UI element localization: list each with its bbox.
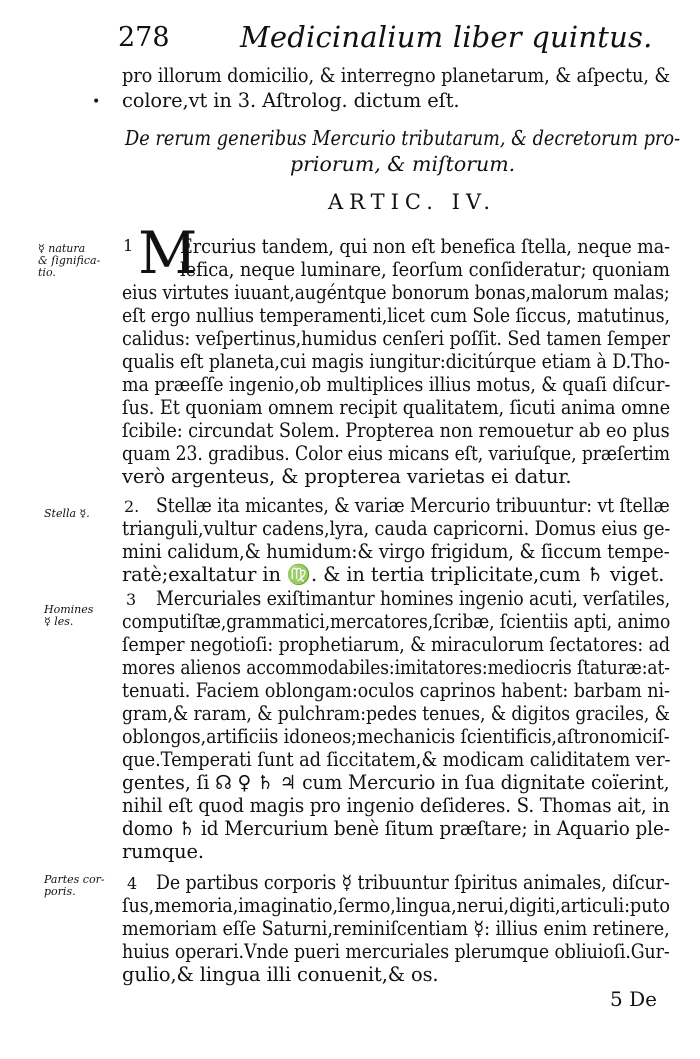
catchword: 5 De [610, 987, 657, 1011]
margin-note-line: Stella ☿. [44, 507, 90, 520]
margin-note-natura [38, 243, 100, 279]
text-line: oblongos,artificiis idoneos;mechanicis ſcientificis,aſtronomiciſ- [122, 725, 670, 748]
text-line: quam 23. gradibus. Color eius micans eſt, variuſque, præſertim [122, 442, 670, 465]
margin-note-line: ☿ les. [44, 615, 74, 628]
section-heading-line-1: De rerum generibus Mercurio tributarum, & decretorum pro- [125, 126, 681, 150]
text-line: ſus. Et quoniam omnem recipit qualitatem, ſicuti anima omne [122, 396, 670, 419]
text-line: eſt ergo nullius temperamenti,licet cum Sole ſiccus, matutinus, [122, 304, 670, 327]
margin-note-line: tio. [38, 266, 56, 279]
article-title: ARTIC. IV. [328, 190, 497, 214]
text-line: Stellæ ita micantes, & variæ Mercurio tribuuntur: vt ſtellæ [156, 494, 670, 517]
text-line: qualis eſt planeta,cui magis iungitur:dicitúrque etiam à D.Tho- [122, 350, 670, 373]
text-line: Ercurius tandem, qui non eſt benefica ſtella, neque ma- [180, 235, 671, 258]
text-line: calidus: veſpertinus,humidus cenſeri poſſit. Sed tamen ſemper [122, 327, 670, 350]
margin-note-partes [44, 874, 105, 898]
text-line: domo ♄ id Mercurium benè ſitum præſtare; in Aquario ple- [122, 817, 670, 840]
paragraph-number: 1 [123, 236, 134, 255]
drop-cap: M [138, 219, 198, 287]
paragraph-number: 4 [127, 874, 138, 893]
text-line: trianguli,vultur cadens,lyra, cauda capricorni. Domus eius ge- [122, 517, 671, 540]
paragraph-number: 3 [126, 590, 137, 609]
text-line: computiſtæ,grammatici,mercatores,ſcribæ, ſcientiis apti, animo [122, 610, 671, 633]
text-line: pro illorum domicilio, & interregno planetarum, & aſpectu, & [122, 64, 671, 87]
text-line: rumque. [122, 840, 204, 863]
running-title: Medicinalium liber quintus. [240, 20, 653, 54]
margin-bullet-mark: • [92, 94, 101, 110]
margin-note-homines [44, 604, 93, 628]
text-line: huius operari.Vnde pueri mercuriales plerumque obliuioſi.Gur- [122, 940, 670, 963]
section-heading-line-2: priorum, & miſtorum. [290, 152, 516, 176]
text-line: mores alienos accommodabiles:imitatores:mediocris ſtaturæ:at- [122, 656, 670, 679]
page-header [118, 22, 678, 62]
text-line: nihil eſt quod magis pro ingenio deſideres. S. Thomas ait, in [122, 794, 670, 817]
text-line: que.Temperati ſunt ad ſiccitatem,& modicam caliditatem ver- [122, 748, 671, 771]
text-line: gentes, ſi ☊ ♀ ♄ ♃ cum Mercurio in ſua dignitate coïerint, [122, 771, 670, 794]
text-line: ſus,memoria,imaginatio,ſermo,lingua,nerui,digiti,articuli:puto [122, 894, 670, 917]
text-line: ſcibile: circundat Solem. Propterea non remouetur ab eo plus [122, 419, 670, 442]
text-line: eius virtutes iuuant,augéntque bonorum bonas,malorum malas; [122, 281, 670, 304]
text-line: gram,& raram, & pulchram:pedes tenues, & digitos graciles, & [122, 702, 670, 725]
margin-note-line: ☿ natura [38, 242, 86, 255]
text-line: ſemper negotioſi: prophetiarum, & miraculorum ſectatores: ad [122, 633, 670, 656]
margin-note-line: Homines [44, 603, 94, 616]
paragraph-number: 2. [124, 497, 140, 516]
text-line: lefica, neque luminare, ſeorſum conſideratur; quoniam [180, 258, 670, 281]
margin-note-stella [44, 508, 90, 520]
text-line: ratè;exaltatur in ♍. & in tertia triplicitate,cum ♄ viget. [122, 563, 665, 586]
text-line: ma præeſſe ingenio,ob multiplices illius motus, & quaſi diſcur- [122, 373, 671, 396]
page-number: 278 [118, 22, 170, 53]
margin-note-line: & ſignifica- [38, 254, 101, 267]
text-line: mini calidum,& humidum:& virgo frigidum, & ſiccum tempe- [122, 540, 670, 563]
text-line: tenuati. Faciem oblongam:oculos caprinos habent: barbam ni- [122, 679, 670, 702]
text-line: colore,vt in 3. Aſtrolog. dictum eſt. [122, 89, 460, 112]
text-line: verò argenteus, & propterea varietas ei datur. [122, 465, 572, 488]
margin-note-line: Partes cor- [44, 873, 105, 886]
text-line: memoriam eſſe Saturni,reminiſcentiam ☿: illius enim retinere, [122, 917, 670, 940]
text-line: gulio,& lingua illi conuenit,& os. [122, 963, 439, 986]
margin-note-line: poris. [44, 885, 76, 898]
text-line: Mercuriales exiſtimantur homines ingenio acuti, verſatiles, [156, 587, 671, 610]
text-line: De partibus corporis ☿ tribuuntur ſpiritus animales, diſcur- [156, 871, 670, 894]
